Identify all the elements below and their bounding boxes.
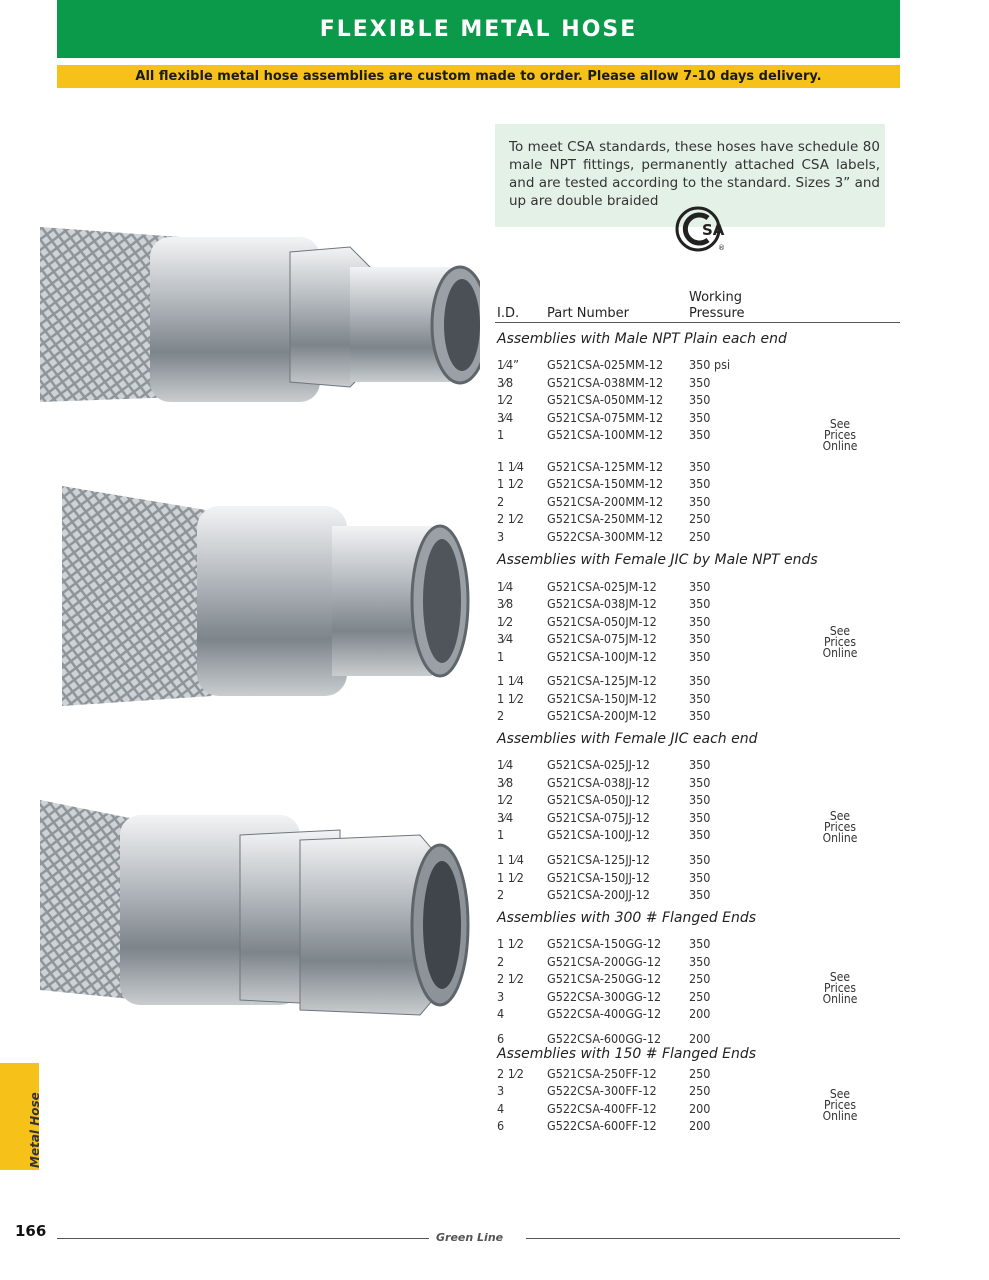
see-prices-online-note: See Prices Online (822, 417, 858, 453)
see-prices-online-note: See Prices Online (822, 1087, 858, 1123)
delivery-notice: All flexible metal hose assemblies are custom made to order. Please allow 7-10 days delivery. (57, 65, 900, 88)
female-jic-male-npt-hose-photo (62, 466, 476, 716)
page-title: FLEXIBLE METAL HOSE (319, 16, 638, 42)
column-header-id: I.D. (497, 306, 520, 321)
section-title-female-jic-each-end: Assemblies with Female JIC each end (497, 731, 758, 747)
see-prices-online-note: See Prices Online (822, 624, 858, 660)
see-prices-online-note: See Prices Online (822, 809, 858, 845)
section-title-150-flanged: Assemblies with 150 # Flanged Ends (497, 1046, 757, 1062)
csa-info-box: To meet CSA standards, these hoses have schedule 80 male NPT fittings, permanently attached CSA labels, and are tested according to the standard. Sizes 3” and up are double braided (495, 124, 885, 227)
page-header (57, 0, 900, 58)
pressure-header-line2: Pressure (689, 306, 745, 321)
svg-text:®: ® (718, 244, 725, 252)
footer-brand: Green Line (436, 1231, 504, 1244)
female-jic-each-end-hose-photo (40, 790, 472, 1025)
page-number: 166 (15, 1222, 47, 1240)
header-divider (495, 322, 900, 323)
csa-logo-icon (672, 203, 726, 257)
section-title-300-flanged: Assemblies with 300 # Flanged Ends (497, 910, 757, 926)
see-prices-online-note: See Prices Online (822, 970, 858, 1006)
section-title-female-jic-male-npt: Assemblies with Female JIC by Male NPT ends (497, 552, 818, 568)
section-title-male-npt: Assemblies with Male NPT Plain each end (497, 331, 787, 347)
male-npt-hose-photo (40, 197, 480, 422)
pressure-header-line1: Working (689, 290, 743, 305)
footer-rule-right (526, 1238, 900, 1239)
svg-text:SA: SA (702, 221, 725, 239)
column-header-part-number: Part Number (547, 306, 630, 321)
column-header-pressure (689, 290, 745, 322)
side-tab-label: Metal Hose (28, 1092, 42, 1168)
footer-rule-left (57, 1238, 429, 1239)
